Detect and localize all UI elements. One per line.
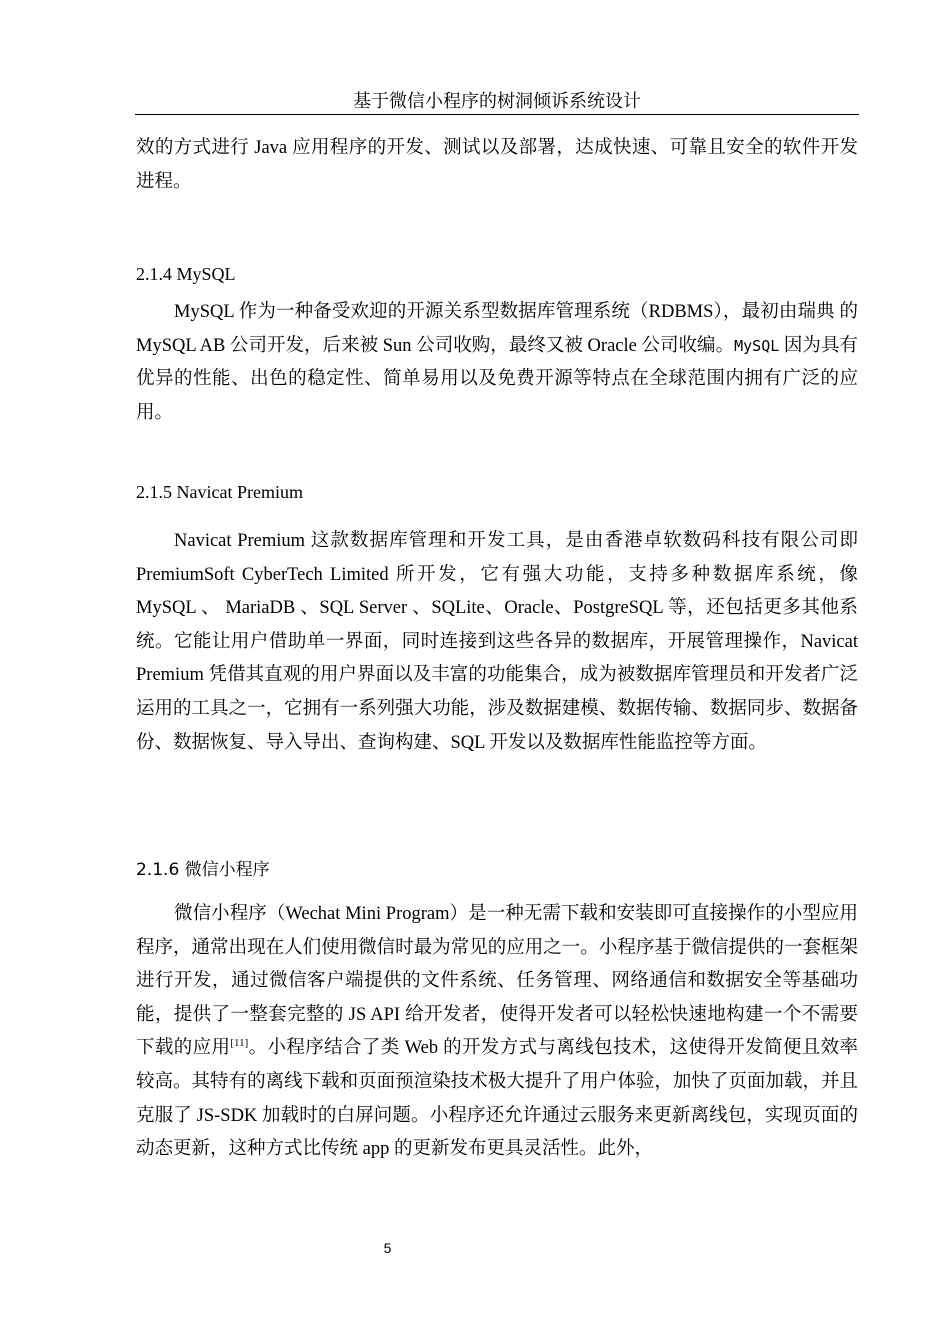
wechat-paragraph-part-a: 微信小程序（Wechat Mini Program）是一种无需下载和安装即可直接操作的小型应用程序，通常出现在人们使用微信时最为常见的应用之一。小程序基于微信提供的一套框架进行开发，通过微信客户端提供的文件系统、任务管理、网络通信和数据安全等基础功能，提供了一整套完整的 JS API 给开发者，使得开发者可以轻松快速地构建一个不需要下载的应用 (136, 904, 858, 1059)
citation-marker[interactable]: [11] (230, 1037, 249, 1050)
intro-paragraph: 效的方式进行 Java 应用程序的开发、测试以及部署，达成快速、可靠且安全的软件开发进程。 (136, 138, 858, 192)
section-heading-2-1-4: 2.1.4 MySQL (136, 264, 236, 284)
wechat-paragraph (136, 898, 858, 1167)
mysql-paragraph (136, 296, 858, 430)
section-heading-2-1-6: 2.1.6 微信小程序 (136, 860, 270, 880)
page-number: 5 (383, 1240, 392, 1256)
page-header: 基于微信小程序的树洞倾诉系统设计 (135, 88, 859, 115)
navicat-paragraph: Navicat Premium 这款数据库管理和开发工具，是由香港卓软数码科技有限公司即 PremiumSoft CyberTech Limited 所开发，它有强大功能，支持多种数据库系统，像 MySQL 、 MariaDB 、SQL Server 、SQLite、Oracle、PostgreSQL 等，还包括更多其他系统。它能让用户借助单一界面，同时连接到这些各异的数据库，开展管理操作，Navicat Premium 凭借其直观的用户界面以及丰富的功能集合，成为被数据库管理员和开发者广泛运用的工具之一，它拥有一系列强大功能，涉及数据建模、数据传输、数据同步、数据备份、数据恢复、导入导出、查询构建、SQL 开发以及数据库性能监控等方面。 (136, 531, 858, 753)
mysql-mono-word: MySQL (734, 336, 780, 355)
mysql-paragraph-text: MySQL 作为一种备受欢迎的开源关系型数据库管理系统（RDBMS），最初由瑞典 的 MySQL AB 公司开发，后来被 Sun 公司收购，最终又被 Oracle 公司收编。 (136, 302, 858, 356)
wechat-paragraph-part-b: 。小程序结合了类 Web 的开发方式与离线包技术，这使得开发简便且效率较高。其特有的离线下载和页面预渲染技术极大提升了用户体验，加快了页面加载，并且克服了 JS-SDK 加载时的白屏问题。小程序还允许通过云服务来更新离线包，实现页面的动态更新，这种方式比传统 app 的更新发布更具灵活性。此外， (136, 1038, 858, 1160)
mysql-paragraph-tail: 因为具有优异的性能、出色的稳定性、简单易用以及免费开源等特点在全球范围内拥有广泛的应用。 (136, 335, 858, 423)
section-heading-2-1-5: 2.1.5 Navicat Premium (136, 482, 303, 502)
